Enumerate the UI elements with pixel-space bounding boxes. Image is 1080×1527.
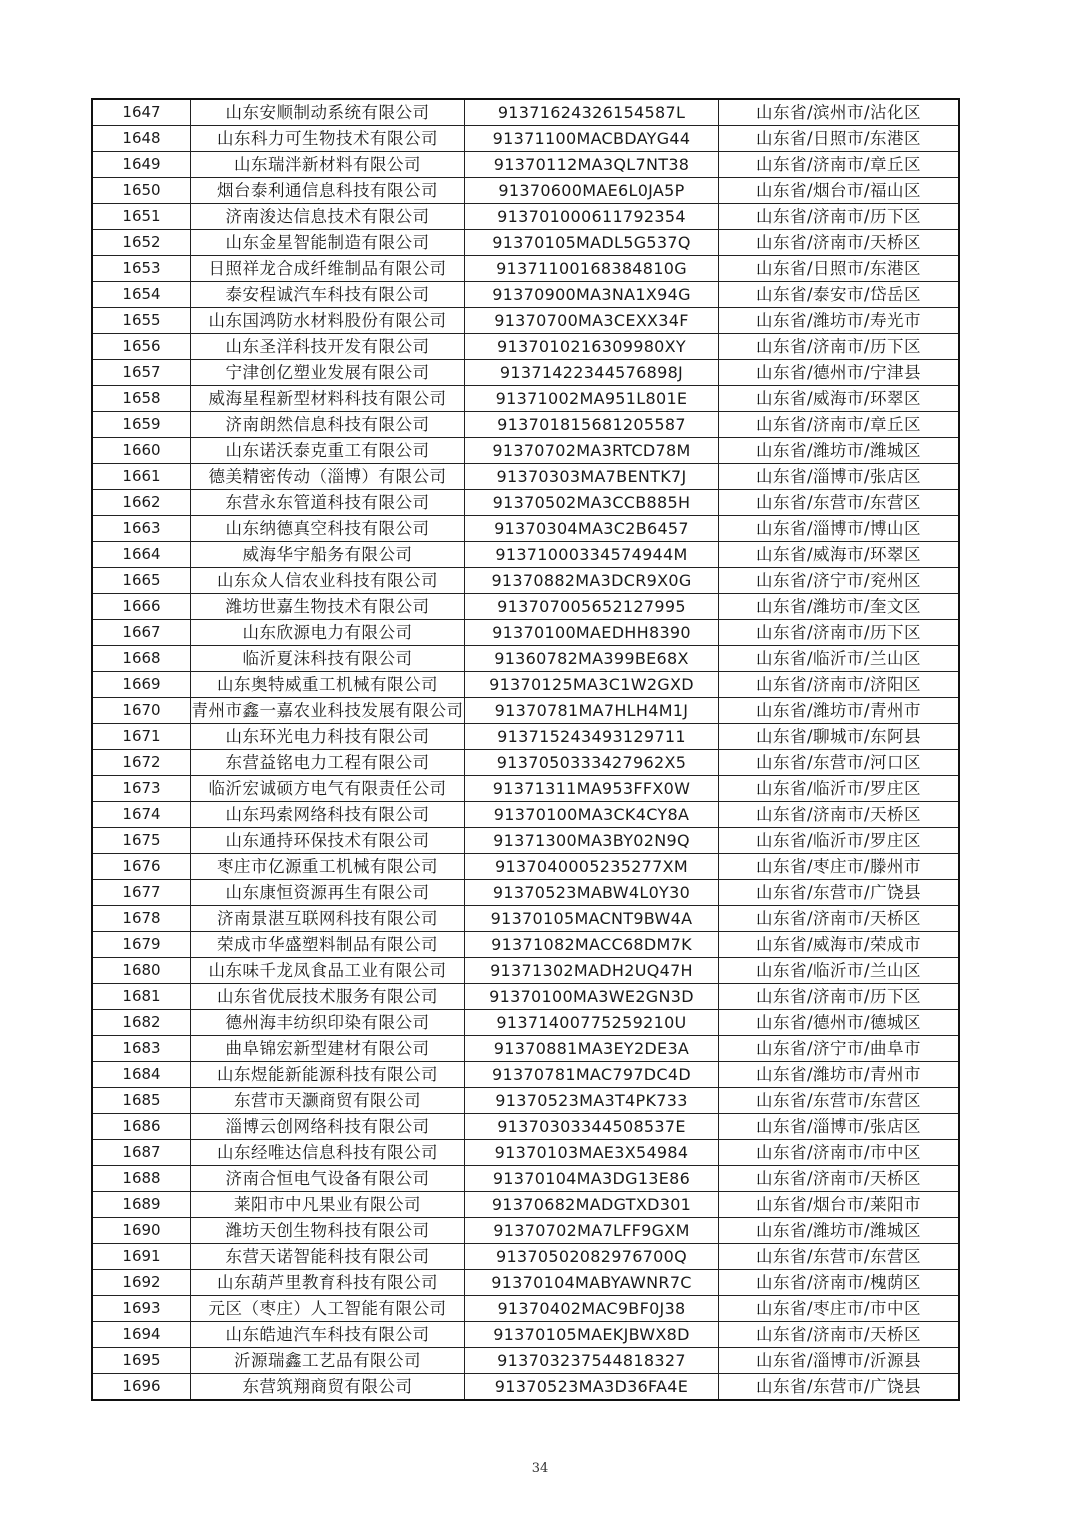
table-row xyxy=(92,1166,959,1192)
company-name: 山东奥特威重工机械有限公司 xyxy=(191,672,465,698)
credit-code: 913701000611792354 xyxy=(465,204,719,230)
company-name: 临沂宏诚硕方电气有限责任公司 xyxy=(191,776,465,802)
row-number: 1651 xyxy=(92,204,191,230)
region: 山东省/济南市/章丘区 xyxy=(719,152,960,178)
row-number: 1677 xyxy=(92,880,191,906)
region: 山东省/济南市/历下区 xyxy=(719,984,960,1010)
credit-code: 91370781MA7HLH4M1J xyxy=(465,698,719,724)
region: 山东省/东营市/广饶县 xyxy=(719,1374,960,1401)
table-row xyxy=(92,1036,959,1062)
region: 山东省/日照市/东港区 xyxy=(719,256,960,282)
row-number: 1681 xyxy=(92,984,191,1010)
credit-code: 91360782MA399BE68X xyxy=(465,646,719,672)
credit-code: 91371002MA951L801E xyxy=(465,386,719,412)
region: 山东省/济宁市/曲阜市 xyxy=(719,1036,960,1062)
credit-code: 91370105MAEKJBWX8D xyxy=(465,1322,719,1348)
table-row xyxy=(92,1296,959,1322)
region: 山东省/滨州市/沾化区 xyxy=(719,99,960,126)
credit-code: 9137010216309980XY xyxy=(465,334,719,360)
table-row xyxy=(92,1218,959,1244)
region: 山东省/济南市/济阳区 xyxy=(719,672,960,698)
row-number: 1656 xyxy=(92,334,191,360)
table-row xyxy=(92,542,959,568)
credit-code: 91370104MA3DG13E86 xyxy=(465,1166,719,1192)
region: 山东省/德州市/宁津县 xyxy=(719,360,960,386)
row-number: 1695 xyxy=(92,1348,191,1374)
row-number: 1652 xyxy=(92,230,191,256)
company-name: 枣庄市亿源重工机械有限公司 xyxy=(191,854,465,880)
table-row xyxy=(92,464,959,490)
company-name: 山东安顺制动系统有限公司 xyxy=(191,99,465,126)
credit-code: 91370103MAE3X54984 xyxy=(465,1140,719,1166)
company-name: 济南景湛互联网科技有限公司 xyxy=(191,906,465,932)
row-number: 1657 xyxy=(92,360,191,386)
row-number: 1650 xyxy=(92,178,191,204)
table-row xyxy=(92,1270,959,1296)
region: 山东省/潍坊市/青州市 xyxy=(719,1062,960,1088)
company-name: 山东皓迪汽车科技有限公司 xyxy=(191,1322,465,1348)
row-number: 1653 xyxy=(92,256,191,282)
credit-code: 91370304MA3C2B6457 xyxy=(465,516,719,542)
credit-code: 91371082MACC68DM7K xyxy=(465,932,719,958)
region: 山东省/济南市/天桥区 xyxy=(719,1166,960,1192)
company-name: 烟台泰利通信息科技有限公司 xyxy=(191,178,465,204)
row-number: 1662 xyxy=(92,490,191,516)
table-row xyxy=(92,334,959,360)
region: 山东省/潍坊市/寿光市 xyxy=(719,308,960,334)
credit-code: 91370682MADGTXD301 xyxy=(465,1192,719,1218)
credit-code: 91370900MA3NA1X94G xyxy=(465,282,719,308)
table-row xyxy=(92,204,959,230)
table-row xyxy=(92,412,959,438)
table-row xyxy=(92,438,959,464)
region: 山东省/威海市/环翠区 xyxy=(719,542,960,568)
region: 山东省/济南市/市中区 xyxy=(719,1140,960,1166)
table-row xyxy=(92,1114,959,1140)
company-name: 德美精密传动（淄博）有限公司 xyxy=(191,464,465,490)
credit-code: 91370781MAC797DC4D xyxy=(465,1062,719,1088)
company-name: 青州市鑫一嘉农业科技发展有限公司 xyxy=(191,698,465,724)
company-name: 沂源瑞鑫工艺品有限公司 xyxy=(191,1348,465,1374)
table-row xyxy=(92,99,959,126)
table-row xyxy=(92,750,959,776)
company-name: 威海华宇船务有限公司 xyxy=(191,542,465,568)
credit-code: 91371300MA3BY02N9Q xyxy=(465,828,719,854)
region: 山东省/济宁市/兖州区 xyxy=(719,568,960,594)
row-number: 1658 xyxy=(92,386,191,412)
row-number: 1684 xyxy=(92,1062,191,1088)
company-name: 日照祥龙合成纤维制品有限公司 xyxy=(191,256,465,282)
company-name: 山东康恒资源再生有限公司 xyxy=(191,880,465,906)
region: 山东省/临沂市/兰山区 xyxy=(719,958,960,984)
region: 山东省/威海市/环翠区 xyxy=(719,386,960,412)
region: 山东省/济南市/历下区 xyxy=(719,204,960,230)
row-number: 1696 xyxy=(92,1374,191,1401)
row-number: 1664 xyxy=(92,542,191,568)
region: 山东省/济南市/天桥区 xyxy=(719,906,960,932)
row-number: 1683 xyxy=(92,1036,191,1062)
company-name: 山东诺沃泰克重工有限公司 xyxy=(191,438,465,464)
table-row xyxy=(92,984,959,1010)
credit-code: 9137050333427962X5 xyxy=(465,750,719,776)
company-name: 山东环光电力科技有限公司 xyxy=(191,724,465,750)
company-name: 济南浚达信息技术有限公司 xyxy=(191,204,465,230)
table-row xyxy=(92,854,959,880)
company-name: 山东众人信农业科技有限公司 xyxy=(191,568,465,594)
table-row xyxy=(92,152,959,178)
table-row xyxy=(92,958,959,984)
table-row xyxy=(92,646,959,672)
row-number: 1649 xyxy=(92,152,191,178)
row-number: 1668 xyxy=(92,646,191,672)
table-row xyxy=(92,282,959,308)
credit-code: 91370502MA3CCB885H xyxy=(465,490,719,516)
region: 山东省/东营市/东营区 xyxy=(719,1244,960,1270)
company-name: 山东国鸿防水材料股份有限公司 xyxy=(191,308,465,334)
row-number: 1690 xyxy=(92,1218,191,1244)
table-row xyxy=(92,126,959,152)
company-name: 济南朗然信息科技有限公司 xyxy=(191,412,465,438)
company-name: 莱阳市中凡果业有限公司 xyxy=(191,1192,465,1218)
region: 山东省/枣庄市/滕州市 xyxy=(719,854,960,880)
table-row xyxy=(92,1140,959,1166)
row-number: 1648 xyxy=(92,126,191,152)
table-row xyxy=(92,906,959,932)
company-name: 荣成市华盛塑料制品有限公司 xyxy=(191,932,465,958)
table-row xyxy=(92,932,959,958)
row-number: 1667 xyxy=(92,620,191,646)
region: 山东省/潍坊市/潍城区 xyxy=(719,1218,960,1244)
company-name: 德州海丰纺织印染有限公司 xyxy=(191,1010,465,1036)
credit-code: 91370700MA3CEXX34F xyxy=(465,308,719,334)
table-row xyxy=(92,776,959,802)
region: 山东省/济南市/天桥区 xyxy=(719,802,960,828)
table-row xyxy=(92,594,959,620)
row-number: 1672 xyxy=(92,750,191,776)
credit-code: 91370105MACNT9BW4A xyxy=(465,906,719,932)
company-name: 东营市天灏商贸有限公司 xyxy=(191,1088,465,1114)
table-row xyxy=(92,568,959,594)
row-number: 1676 xyxy=(92,854,191,880)
row-number: 1682 xyxy=(92,1010,191,1036)
table-row xyxy=(92,880,959,906)
credit-code: 91371311MA953FFX0W xyxy=(465,776,719,802)
credit-code: 91370100MA3WE2GN3D xyxy=(465,984,719,1010)
company-name: 山东瑞泮新材料有限公司 xyxy=(191,152,465,178)
company-name: 临沂夏沫科技有限公司 xyxy=(191,646,465,672)
region: 山东省/烟台市/福山区 xyxy=(719,178,960,204)
row-number: 1680 xyxy=(92,958,191,984)
company-name: 山东葫芦里教育科技有限公司 xyxy=(191,1270,465,1296)
table-row xyxy=(92,698,959,724)
credit-code: 91370600MAE6L0JA5P xyxy=(465,178,719,204)
table-row xyxy=(92,178,959,204)
row-number: 1686 xyxy=(92,1114,191,1140)
credit-code: 91371100168384810G xyxy=(465,256,719,282)
region: 山东省/济南市/天桥区 xyxy=(719,1322,960,1348)
table-row xyxy=(92,230,959,256)
region: 山东省/淄博市/博山区 xyxy=(719,516,960,542)
credit-code: 91370702MA3RTCD78M xyxy=(465,438,719,464)
row-number: 1647 xyxy=(92,99,191,126)
row-number: 1688 xyxy=(92,1166,191,1192)
row-number: 1671 xyxy=(92,724,191,750)
company-name: 东营天诺智能科技有限公司 xyxy=(191,1244,465,1270)
credit-code: 91370105MADL5G537Q xyxy=(465,230,719,256)
region: 山东省/济南市/历下区 xyxy=(719,334,960,360)
company-name: 山东煜能新能源科技有限公司 xyxy=(191,1062,465,1088)
company-name: 山东经唯达信息科技有限公司 xyxy=(191,1140,465,1166)
region: 山东省/潍坊市/潍城区 xyxy=(719,438,960,464)
region: 山东省/潍坊市/青州市 xyxy=(719,698,960,724)
company-name: 元区（枣庄）人工智能有限公司 xyxy=(191,1296,465,1322)
credit-code: 913715243493129711 xyxy=(465,724,719,750)
credit-code: 91370100MAEDHH8390 xyxy=(465,620,719,646)
region: 山东省/日照市/东港区 xyxy=(719,126,960,152)
credit-code: 91371100MACBDAYG44 xyxy=(465,126,719,152)
company-name: 山东玛索网络科技有限公司 xyxy=(191,802,465,828)
company-name: 山东省优辰技术服务有限公司 xyxy=(191,984,465,1010)
region: 山东省/济南市/历下区 xyxy=(719,620,960,646)
region: 山东省/泰安市/岱岳区 xyxy=(719,282,960,308)
row-number: 1674 xyxy=(92,802,191,828)
region: 山东省/潍坊市/奎文区 xyxy=(719,594,960,620)
credit-code: 91371302MADH2UQ47H xyxy=(465,958,719,984)
table-row xyxy=(92,1348,959,1374)
row-number: 1693 xyxy=(92,1296,191,1322)
row-number: 1655 xyxy=(92,308,191,334)
credit-code: 91370882MA3DCR9X0G xyxy=(465,568,719,594)
credit-code: 91370502082976700Q xyxy=(465,1244,719,1270)
credit-code: 91370303MA7BENTK7J xyxy=(465,464,719,490)
company-name: 曲阜锦宏新型建材有限公司 xyxy=(191,1036,465,1062)
company-name: 东营筑翔商贸有限公司 xyxy=(191,1374,465,1401)
credit-code: 91370523MABW4L0Y30 xyxy=(465,880,719,906)
row-number: 1691 xyxy=(92,1244,191,1270)
credit-code: 91371624326154587L xyxy=(465,99,719,126)
company-name: 山东圣洋科技开发有限公司 xyxy=(191,334,465,360)
company-name: 山东味千龙凤食品工业有限公司 xyxy=(191,958,465,984)
row-number: 1679 xyxy=(92,932,191,958)
row-number: 1673 xyxy=(92,776,191,802)
table-row xyxy=(92,672,959,698)
credit-code: 91371422344576898J xyxy=(465,360,719,386)
credit-code: 91370104MABYAWNR7C xyxy=(465,1270,719,1296)
credit-code: 913701815681205587 xyxy=(465,412,719,438)
credit-code: 91370125MA3C1W2GXD xyxy=(465,672,719,698)
company-name: 潍坊世嘉生物技术有限公司 xyxy=(191,594,465,620)
company-table xyxy=(91,98,960,1401)
company-name: 山东纳德真空科技有限公司 xyxy=(191,516,465,542)
region: 山东省/临沂市/罗庄区 xyxy=(719,828,960,854)
company-name: 东营益铭电力工程有限公司 xyxy=(191,750,465,776)
table-row xyxy=(92,802,959,828)
row-number: 1692 xyxy=(92,1270,191,1296)
table-row xyxy=(92,1244,959,1270)
credit-code: 91370303344508537E xyxy=(465,1114,719,1140)
region: 山东省/枣庄市/市中区 xyxy=(719,1296,960,1322)
region: 山东省/济南市/槐荫区 xyxy=(719,1270,960,1296)
credit-code: 91371400775259210U xyxy=(465,1010,719,1036)
region: 山东省/烟台市/莱阳市 xyxy=(719,1192,960,1218)
company-name: 威海星程新型材料科技有限公司 xyxy=(191,386,465,412)
table-row xyxy=(92,1374,959,1401)
credit-code: 91370523MA3D36FA4E xyxy=(465,1374,719,1401)
table-row xyxy=(92,620,959,646)
credit-code: 91371000334574944M xyxy=(465,542,719,568)
row-number: 1669 xyxy=(92,672,191,698)
region: 山东省/东营市/河口区 xyxy=(719,750,960,776)
company-name: 泰安程诚汽车科技有限公司 xyxy=(191,282,465,308)
row-number: 1670 xyxy=(92,698,191,724)
row-number: 1675 xyxy=(92,828,191,854)
row-number: 1685 xyxy=(92,1088,191,1114)
table-row xyxy=(92,1322,959,1348)
region: 山东省/德州市/德城区 xyxy=(719,1010,960,1036)
table-row xyxy=(92,1192,959,1218)
region: 山东省/淄博市/张店区 xyxy=(719,1114,960,1140)
region: 山东省/济南市/天桥区 xyxy=(719,230,960,256)
table-row xyxy=(92,828,959,854)
table-row xyxy=(92,1010,959,1036)
table-row xyxy=(92,1088,959,1114)
credit-code: 91370100MA3CK4CY8A xyxy=(465,802,719,828)
credit-code: 91370523MA3T4PK733 xyxy=(465,1088,719,1114)
company-name: 山东欣源电力有限公司 xyxy=(191,620,465,646)
credit-code: 913703237544818327 xyxy=(465,1348,719,1374)
row-number: 1678 xyxy=(92,906,191,932)
company-name: 山东通持环保技术有限公司 xyxy=(191,828,465,854)
region: 山东省/东营市/东营区 xyxy=(719,1088,960,1114)
row-number: 1694 xyxy=(92,1322,191,1348)
table-row xyxy=(92,490,959,516)
region: 山东省/东营市/广饶县 xyxy=(719,880,960,906)
table-row xyxy=(92,360,959,386)
region: 山东省/威海市/荣成市 xyxy=(719,932,960,958)
company-name: 潍坊天创生物科技有限公司 xyxy=(191,1218,465,1244)
region: 山东省/淄博市/沂源县 xyxy=(719,1348,960,1374)
region: 山东省/临沂市/罗庄区 xyxy=(719,776,960,802)
company-name: 山东科力可生物技术有限公司 xyxy=(191,126,465,152)
credit-code: 913707005652127995 xyxy=(465,594,719,620)
credit-code: 91370702MA7LFF9GXM xyxy=(465,1218,719,1244)
region: 山东省/临沂市/兰山区 xyxy=(719,646,960,672)
table-row xyxy=(92,1062,959,1088)
row-number: 1665 xyxy=(92,568,191,594)
row-number: 1660 xyxy=(92,438,191,464)
page-number: 34 xyxy=(531,1461,549,1476)
credit-code: 91370112MA3QL7NT38 xyxy=(465,152,719,178)
row-number: 1687 xyxy=(92,1140,191,1166)
credit-code: 9137040005235277XM xyxy=(465,854,719,880)
table-row xyxy=(92,724,959,750)
company-name: 济南合恒电气设备有限公司 xyxy=(191,1166,465,1192)
region: 山东省/聊城市/东阿县 xyxy=(719,724,960,750)
region: 山东省/东营市/东营区 xyxy=(719,490,960,516)
row-number: 1689 xyxy=(92,1192,191,1218)
row-number: 1661 xyxy=(92,464,191,490)
table-row xyxy=(92,256,959,282)
company-name: 东营永东管道科技有限公司 xyxy=(191,490,465,516)
region: 山东省/济南市/章丘区 xyxy=(719,412,960,438)
table-row xyxy=(92,308,959,334)
row-number: 1666 xyxy=(92,594,191,620)
table-row xyxy=(92,516,959,542)
row-number: 1659 xyxy=(92,412,191,438)
table-row xyxy=(92,386,959,412)
company-table-body xyxy=(92,99,959,1400)
credit-code: 91370402MAC9BF0J38 xyxy=(465,1296,719,1322)
company-name: 山东金星智能制造有限公司 xyxy=(191,230,465,256)
credit-code: 91370881MA3EY2DE3A xyxy=(465,1036,719,1062)
company-name: 淄博云创网络科技有限公司 xyxy=(191,1114,465,1140)
region: 山东省/淄博市/张店区 xyxy=(719,464,960,490)
row-number: 1663 xyxy=(92,516,191,542)
company-name: 宁津创亿塑业发展有限公司 xyxy=(191,360,465,386)
row-number: 1654 xyxy=(92,282,191,308)
